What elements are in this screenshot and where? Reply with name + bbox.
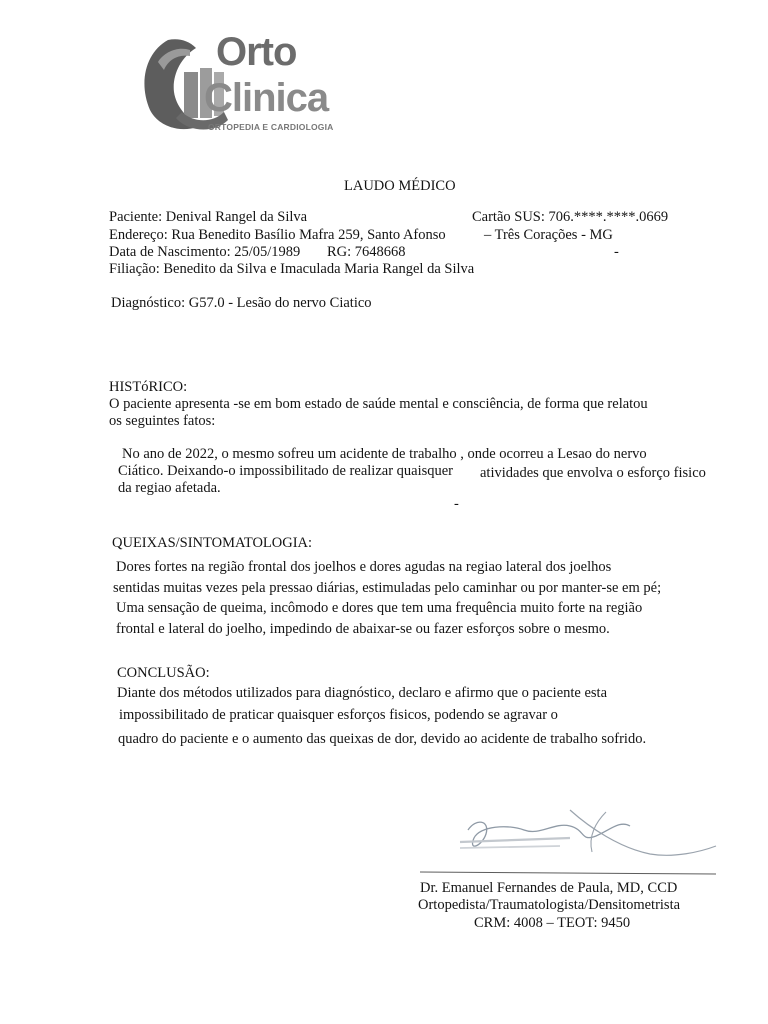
historico-heading: HISTóRICO: xyxy=(109,379,188,395)
filiation: Filiação: Benedito da Silva e Imaculada Maria Rangel da Silva xyxy=(109,261,475,277)
queixas-line: Uma sensação de queima, incômodo e dores que tem uma frequência muito forte na região xyxy=(116,600,643,616)
historico-line: Ciático. Deixando-o impossibilitado de realizar quaisquer xyxy=(118,463,454,479)
clinic-logo xyxy=(128,22,338,140)
diagnosis: Diagnóstico: G57.0 - Lesão do nervo Ciatico xyxy=(111,295,372,311)
conclusao-line: impossibilitado de praticar quaisquer esforços fisicos, podendo se agravar o xyxy=(119,707,558,723)
queixas-line: sentidas muitas vezes pela pressao diárias, estimuladas pelo caminhar ou por manter-se em pé; xyxy=(113,580,662,596)
document-title: LAUDO MÉDICO xyxy=(344,178,456,194)
conclusao-line: Diante dos métodos utilizados para diagnóstico, declaro e afirmo que o paciente esta xyxy=(117,685,608,701)
birth-date: Data de Nascimento: 25/05/1989 xyxy=(109,244,301,260)
queixas-heading: QUEIXAS/SINTOMATOLOGIA: xyxy=(112,535,313,551)
doctor-specialty: Ortopedista/Traumatologista/Densitometrista xyxy=(418,897,681,913)
logo-word-orto: Orto xyxy=(216,30,297,74)
logo-word-clinica: Clinica xyxy=(204,76,329,120)
stray-dash: - xyxy=(614,244,619,260)
conclusao-line: quadro do paciente e o aumento das queixas de dor, devido ao acidente de trabalho sofrido. xyxy=(118,731,647,747)
historico-line: No ano de 2022, o mesmo sofreu um acidente de trabalho , onde ocorreu a Lesao do nervo xyxy=(122,446,647,462)
logo-subtitle: ORTOPEDIA E CARDIOLOGIA xyxy=(208,122,334,132)
patient-name: Paciente: Denival Rangel da Silva xyxy=(109,209,308,225)
historico-line: da regiao afetada. xyxy=(118,480,221,496)
doctor-name: Dr. Emanuel Fernandes de Paula, MD, CCD xyxy=(420,880,678,896)
address: Endereço: Rua Benedito Basílio Mafra 259, Santo Afonso xyxy=(109,227,446,243)
queixas-line: Dores fortes na região frontal dos joelhos e dores agudas na regiao lateral dos joelhos xyxy=(116,559,612,575)
doctor-registration: CRM: 4008 – TEOT: 9450 xyxy=(474,915,631,931)
handwritten-signature xyxy=(420,808,720,878)
historico-line: os seguintes fatos: xyxy=(109,413,216,429)
stray-dash: - xyxy=(454,496,459,512)
historico-line: O paciente apresenta -se em bom estado de saúde mental e consciência, de forma que relatou xyxy=(109,396,648,412)
sus-card: Cartão SUS: 706.****.****.0669 xyxy=(472,209,669,225)
conclusao-heading: CONCLUSÃO: xyxy=(117,665,210,681)
historico-line: atividades que envolva o esforço fisico xyxy=(480,465,706,481)
queixas-line: frontal e lateral do joelho, impedindo de abaixar-se ou fazer esforços sobre o mesmo. xyxy=(116,621,610,637)
address-city: – Três Corações - MG xyxy=(484,227,613,243)
rg-number: RG: 7648668 xyxy=(327,244,406,260)
